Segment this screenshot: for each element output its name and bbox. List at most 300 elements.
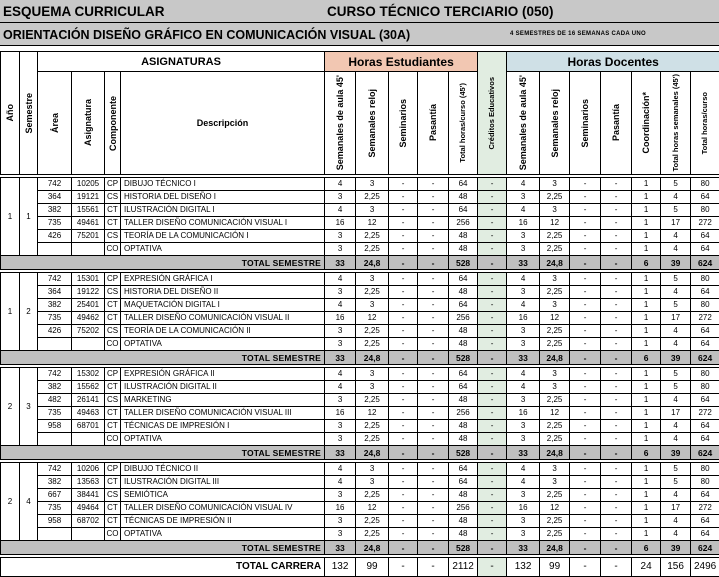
table-cell: [72, 243, 105, 256]
table-cell: -: [570, 286, 601, 299]
total-cell: 624: [691, 351, 719, 365]
table-cell: 4: [661, 325, 691, 338]
total-cell: -: [601, 351, 632, 365]
table-cell: 1: [632, 528, 661, 541]
table-cell: CP: [105, 273, 121, 286]
table-cell: -: [389, 368, 418, 381]
table-cell: -: [478, 191, 507, 204]
table-cell: 64: [691, 394, 719, 407]
table-cell: CO: [105, 528, 121, 541]
table-cell: 16: [507, 217, 540, 230]
table-cell: CS: [105, 325, 121, 338]
table-cell: 4: [507, 299, 540, 312]
table-cell: 80: [691, 273, 719, 286]
table-cell: 5: [661, 463, 691, 476]
table-cell: [72, 338, 105, 351]
table-cell: -: [570, 325, 601, 338]
carrera-cell: 99: [540, 558, 570, 577]
table-cell: -: [601, 325, 632, 338]
col-header-est-pasantia: Pasantía: [418, 72, 449, 175]
table-row: [1, 489, 719, 502]
table-cell: 4: [325, 178, 356, 191]
table-cell: 16: [507, 502, 540, 515]
total-cell: -: [389, 446, 418, 460]
table-cell: 3: [325, 489, 356, 502]
table-cell: 49464: [72, 502, 105, 515]
table-cell: 2,25: [356, 230, 389, 243]
col-header-componente: Componente: [105, 72, 121, 175]
total-cell: 33: [325, 446, 356, 460]
table-cell: 364: [38, 191, 72, 204]
table-cell: -: [601, 286, 632, 299]
table-cell: -: [418, 528, 449, 541]
table-cell: 272: [691, 312, 719, 325]
table-cell: 4: [661, 489, 691, 502]
table-cell: 2,25: [540, 230, 570, 243]
table-cell: -: [601, 191, 632, 204]
col-header-doc-total-curso: Total horas/curso: [691, 72, 719, 175]
table-cell: 4: [507, 476, 540, 489]
table-cell: 1: [632, 476, 661, 489]
table-cell: CT: [105, 381, 121, 394]
table-cell: 4: [507, 273, 540, 286]
table-cell: 1: [632, 325, 661, 338]
table-cell: 3: [356, 273, 389, 286]
table-cell: 64: [691, 489, 719, 502]
table-cell: 16: [507, 407, 540, 420]
table-cell: -: [418, 273, 449, 286]
table-row: [1, 243, 719, 256]
subject-description: HISTORIA DEL DISEÑO II: [121, 286, 325, 299]
table-row: [1, 191, 719, 204]
table-row: [1, 433, 719, 446]
table-cell: 64: [449, 178, 478, 191]
table-cell: -: [418, 217, 449, 230]
table-cell: -: [389, 381, 418, 394]
table-cell: 1: [632, 463, 661, 476]
table-cell: 735: [38, 502, 72, 515]
table-cell: 1: [632, 178, 661, 191]
carrera-cell: 156: [661, 558, 691, 577]
table-cell: 2,25: [540, 420, 570, 433]
subject-description: OPTATIVA: [121, 243, 325, 256]
table-cell: -: [478, 528, 507, 541]
table-cell: 272: [691, 217, 719, 230]
total-cell: 24,8: [540, 256, 570, 270]
table-cell: 1: [632, 204, 661, 217]
table-cell: 64: [449, 299, 478, 312]
table-cell: 1: [632, 381, 661, 394]
table-cell: -: [601, 217, 632, 230]
table-cell: -: [601, 394, 632, 407]
table-cell: -: [570, 230, 601, 243]
table-cell: 16: [325, 407, 356, 420]
subject-description: OPTATIVA: [121, 528, 325, 541]
total-cell: 33: [325, 256, 356, 270]
table-cell: 2,25: [540, 433, 570, 446]
table-cell: CT: [105, 204, 121, 217]
table-cell: 4: [661, 191, 691, 204]
table-cell: -: [601, 243, 632, 256]
table-cell: -: [389, 407, 418, 420]
table-row: [1, 338, 719, 351]
table-cell: 1: [632, 433, 661, 446]
table-cell: 75202: [72, 325, 105, 338]
table-cell: 382: [38, 476, 72, 489]
table-cell: 48: [449, 515, 478, 528]
table-cell: 64: [691, 528, 719, 541]
col-header-doc-semanales-reloj: Semanales reloj: [540, 72, 570, 175]
table-cell: -: [389, 312, 418, 325]
table-cell: 4: [661, 394, 691, 407]
table-row: [1, 299, 719, 312]
total-cell: 33: [507, 541, 540, 555]
subject-description: TEORÍA DE LA COMUNICACIÓN II: [121, 325, 325, 338]
table-cell: -: [478, 243, 507, 256]
title-bar: [0, 0, 719, 23]
table-cell: 4: [661, 286, 691, 299]
total-cell: -: [570, 446, 601, 460]
table-cell: 3: [325, 338, 356, 351]
total-cell: 528: [449, 446, 478, 460]
col-header-creditos: Créditos Educativos: [478, 52, 507, 175]
table-cell: 2,25: [540, 191, 570, 204]
table-cell: -: [570, 299, 601, 312]
total-carrera-label: TOTAL CARRERA: [1, 558, 325, 577]
table-row: [1, 515, 719, 528]
table-cell: 1: [632, 394, 661, 407]
table-cell: -: [389, 178, 418, 191]
table-cell: 3: [507, 394, 540, 407]
subject-description: TÉCNICAS DE IMPRESIÓN II: [121, 515, 325, 528]
table-cell: 1: [632, 217, 661, 230]
table-cell: [38, 433, 72, 446]
table-cell: 48: [449, 230, 478, 243]
total-semestre-label: TOTAL SEMESTRE: [1, 446, 325, 460]
subject-description: SEMIÓTICA: [121, 489, 325, 502]
total-cell: 6: [632, 256, 661, 270]
table-cell: -: [478, 394, 507, 407]
table-cell: -: [418, 489, 449, 502]
table-cell: 19122: [72, 286, 105, 299]
table-cell: 3: [540, 476, 570, 489]
table-cell: 272: [691, 407, 719, 420]
table-cell: 64: [691, 191, 719, 204]
table-cell: -: [418, 407, 449, 420]
course-title: CURSO TÉCNICO TERCIARIO (050): [327, 4, 554, 19]
table-cell: 17: [661, 217, 691, 230]
table-cell: -: [389, 273, 418, 286]
total-cell: -: [601, 541, 632, 555]
table-cell: -: [601, 420, 632, 433]
total-cell: -: [418, 541, 449, 555]
table-cell: 10205: [72, 178, 105, 191]
table-cell: 26141: [72, 394, 105, 407]
table-cell: 19121: [72, 191, 105, 204]
total-cell: 24,8: [356, 351, 389, 365]
total-cell: 39: [661, 446, 691, 460]
table-cell: -: [601, 204, 632, 217]
table-cell: 12: [540, 217, 570, 230]
table-cell: -: [601, 368, 632, 381]
table-cell: -: [570, 463, 601, 476]
subject-description: HISTORIA DEL DISEÑO I: [121, 191, 325, 204]
table-cell: -: [389, 191, 418, 204]
table-cell: 48: [449, 433, 478, 446]
table-cell: 4: [661, 433, 691, 446]
total-cell: 528: [449, 541, 478, 555]
table-cell: -: [418, 325, 449, 338]
table-cell: -: [389, 463, 418, 476]
total-cell: 6: [632, 351, 661, 365]
table-cell: [72, 528, 105, 541]
table-cell: 256: [449, 502, 478, 515]
total-cell: -: [389, 256, 418, 270]
table-cell: CS: [105, 286, 121, 299]
table-cell: -: [418, 502, 449, 515]
table-cell: 3: [325, 325, 356, 338]
total-cell: 33: [507, 351, 540, 365]
total-semestre-label: TOTAL SEMESTRE: [1, 541, 325, 555]
table-cell: -: [389, 515, 418, 528]
col-header-doc-pasantia: Pasantía: [601, 72, 632, 175]
table-cell: -: [570, 191, 601, 204]
table-cell: 5: [661, 381, 691, 394]
table-cell: -: [418, 204, 449, 217]
total-cell: 33: [325, 541, 356, 555]
table-cell: -: [389, 528, 418, 541]
total-cell: 33: [507, 256, 540, 270]
table-cell: -: [418, 381, 449, 394]
total-cell: -: [478, 351, 507, 365]
table-cell: -: [601, 381, 632, 394]
table-cell: 17: [661, 407, 691, 420]
table-cell: -: [478, 230, 507, 243]
table-cell: 12: [356, 312, 389, 325]
carrera-cell: 132: [325, 558, 356, 577]
table-cell: -: [389, 433, 418, 446]
table-cell: -: [570, 502, 601, 515]
table-cell: -: [601, 528, 632, 541]
semestre-cell: 3: [20, 368, 38, 446]
table-cell: 48: [449, 286, 478, 299]
table-cell: -: [389, 243, 418, 256]
table-cell: -: [478, 325, 507, 338]
table-cell: 4: [507, 381, 540, 394]
table-cell: 3: [507, 286, 540, 299]
table-cell: 1: [632, 286, 661, 299]
table-cell: 64: [449, 381, 478, 394]
total-cell: 528: [449, 351, 478, 365]
orientation-title: ORIENTACIÓN DISEÑO GRÁFICO EN COMUNICACIÓN VISUAL (30A): [3, 28, 410, 42]
table-cell: -: [478, 273, 507, 286]
table-cell: -: [478, 489, 507, 502]
table-cell: 17: [661, 502, 691, 515]
table-cell: CP: [105, 178, 121, 191]
carrera-cell: 2496: [691, 558, 719, 577]
table-cell: -: [478, 286, 507, 299]
table-cell: 3: [507, 243, 540, 256]
table-cell: 5: [661, 368, 691, 381]
table-cell: -: [478, 476, 507, 489]
table-cell: -: [478, 381, 507, 394]
table-cell: 4: [325, 273, 356, 286]
table-row: [1, 381, 719, 394]
table-row: [1, 420, 719, 433]
table-cell: -: [601, 230, 632, 243]
table-cell: CT: [105, 312, 121, 325]
table-cell: -: [389, 476, 418, 489]
table-cell: 10206: [72, 463, 105, 476]
table-cell: 4: [661, 515, 691, 528]
total-cell: -: [570, 256, 601, 270]
table-cell: -: [601, 299, 632, 312]
table-cell: 3: [507, 515, 540, 528]
total-cell: 6: [632, 541, 661, 555]
total-cell: -: [601, 446, 632, 460]
semester-total-row: [1, 446, 719, 460]
col-header-est-semanales-reloj: Semanales reloj: [356, 72, 389, 175]
table-cell: 3: [325, 191, 356, 204]
col-header-est-total: Total horas/curso (45'): [449, 72, 478, 175]
total-carrera-row: [1, 558, 719, 577]
table-row: [1, 217, 719, 230]
table-cell: 4: [661, 230, 691, 243]
table-cell: 3: [540, 178, 570, 191]
semestre-cell: 4: [20, 463, 38, 541]
table-cell: -: [478, 502, 507, 515]
table-cell: -: [601, 312, 632, 325]
table-cell: -: [478, 178, 507, 191]
total-cell: 24,8: [356, 446, 389, 460]
table-cell: 2,25: [540, 325, 570, 338]
table-cell: 958: [38, 420, 72, 433]
table-cell: -: [389, 394, 418, 407]
table-cell: -: [389, 338, 418, 351]
table-cell: -: [570, 273, 601, 286]
table-cell: -: [418, 515, 449, 528]
table-cell: 2,25: [540, 489, 570, 502]
table-cell: 3: [356, 178, 389, 191]
table-cell: 48: [449, 191, 478, 204]
col-header-asignatura: Asignatura: [72, 72, 105, 175]
semester-total-row: [1, 541, 719, 555]
total-cell: 24,8: [356, 541, 389, 555]
table-cell: 5: [661, 273, 691, 286]
col-header-anio: Año: [1, 52, 20, 175]
subject-description: DIBUJO TÉCNICO I: [121, 178, 325, 191]
table-cell: 64: [449, 273, 478, 286]
total-cell: 33: [507, 446, 540, 460]
table-cell: -: [570, 420, 601, 433]
table-cell: CT: [105, 217, 121, 230]
table-cell: 3: [507, 420, 540, 433]
col-header-doc-seminarios: Seminarios: [570, 72, 601, 175]
table-cell: CO: [105, 433, 121, 446]
table-cell: CT: [105, 299, 121, 312]
table-cell: 4: [507, 463, 540, 476]
table-cell: 1: [632, 299, 661, 312]
table-cell: CP: [105, 368, 121, 381]
semesters-note: 4 SEMESTRES DE 16 SEMANAS CADA UNO: [510, 31, 646, 37]
table-cell: 3: [540, 273, 570, 286]
table-cell: 48: [449, 489, 478, 502]
table-cell: 3: [356, 299, 389, 312]
table-cell: 12: [540, 407, 570, 420]
table-cell: 382: [38, 299, 72, 312]
table-cell: -: [601, 502, 632, 515]
table-cell: 3: [540, 463, 570, 476]
table-cell: 1: [632, 230, 661, 243]
table-cell: 2,25: [356, 528, 389, 541]
subject-description: EXPRESIÓN GRÁFICA II: [121, 368, 325, 381]
col-group-horas-estudiantes: Horas Estudiantes: [325, 52, 478, 72]
semestre-cell: 2: [20, 273, 38, 351]
table-cell: 735: [38, 312, 72, 325]
table-cell: -: [570, 489, 601, 502]
curriculum-table: [0, 51, 719, 577]
table-cell: CO: [105, 338, 121, 351]
table-cell: -: [418, 312, 449, 325]
total-cell: -: [418, 351, 449, 365]
table-cell: 2,25: [540, 286, 570, 299]
table-cell: 742: [38, 178, 72, 191]
table-cell: [38, 528, 72, 541]
table-cell: 3: [507, 489, 540, 502]
table-cell: 2,25: [356, 243, 389, 256]
table-cell: 3: [507, 325, 540, 338]
total-cell: -: [570, 351, 601, 365]
table-cell: 2,25: [540, 338, 570, 351]
subject-description: TÉCNICAS DE IMPRESIÓN I: [121, 420, 325, 433]
table-cell: 4: [325, 368, 356, 381]
table-cell: 80: [691, 299, 719, 312]
table-cell: 25401: [72, 299, 105, 312]
table-cell: 48: [449, 420, 478, 433]
table-cell: -: [601, 489, 632, 502]
table-cell: 3: [356, 463, 389, 476]
table-cell: 1: [632, 338, 661, 351]
total-semestre-label: TOTAL SEMESTRE: [1, 351, 325, 365]
table-cell: 426: [38, 325, 72, 338]
col-header-semestre: Semestre: [20, 52, 38, 175]
table-cell: 5: [661, 476, 691, 489]
semestre-cell: 1: [20, 178, 38, 256]
table-row: [1, 230, 719, 243]
table-row: [1, 463, 719, 476]
table-cell: -: [478, 338, 507, 351]
table-cell: -: [478, 368, 507, 381]
table-cell: 80: [691, 368, 719, 381]
table-row: [1, 273, 719, 286]
table-cell: 4: [661, 338, 691, 351]
table-cell: -: [478, 299, 507, 312]
table-row: [1, 502, 719, 515]
total-cell: 624: [691, 256, 719, 270]
table-cell: -: [478, 312, 507, 325]
table-cell: 2,25: [356, 489, 389, 502]
table-cell: 15301: [72, 273, 105, 286]
table-cell: 49463: [72, 407, 105, 420]
table-cell: -: [478, 433, 507, 446]
table-cell: 3: [356, 204, 389, 217]
table-cell: -: [418, 191, 449, 204]
table-cell: 1: [632, 243, 661, 256]
table-cell: 5: [661, 178, 691, 191]
table-cell: 3: [325, 515, 356, 528]
subtitle-bar: [0, 23, 719, 46]
table-cell: 382: [38, 204, 72, 217]
